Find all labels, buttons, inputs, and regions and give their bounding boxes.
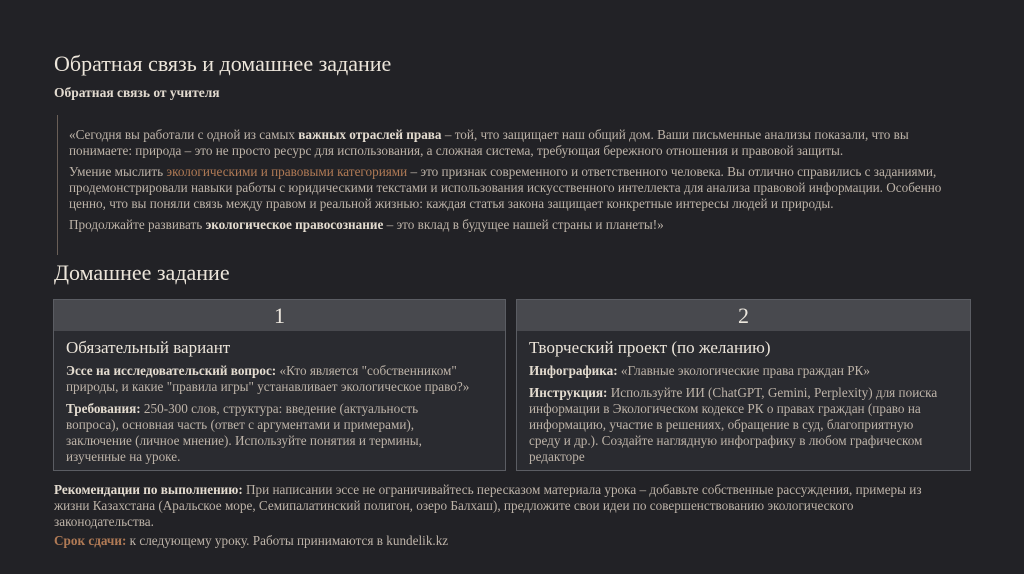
feedback-paragraph-2: Умение мыслить экологическими и правовыми категориями – это признак современного и ответственного человека. Вы отлично справились с заданиями, продемонстрировали навыки работы с юридическими текстами и использования искусственного интеллекта для анализа правовой информации. Особенно ценно, что вы поняли связь между правом и реальной жизнью: каждая статья закона защищает конкретные интересы людей и природы. — [69, 164, 942, 211]
homework-title: Домашнее задание — [54, 260, 230, 285]
card-heading: Творческий проект (по желанию) — [529, 338, 771, 357]
card-heading: Обязательный вариант — [66, 338, 231, 357]
feedback-paragraph-1: «Сегодня вы работали с одной из самых важных отраслей права – той, что защищает наш общий дом. Ваши письменные анализы показали, что вы понимаете: природа – это не просто ресурс для использования, а сложная система, требующая бережного отношения и правовой защиты. — [69, 127, 909, 158]
feedback-paragraph-3: Продолжайте развивать экологическое правосознание – это вклад в будущее нашей страны и планеты!» — [69, 217, 664, 232]
feedback-subtitle: Обратная связь от учителя — [54, 85, 220, 100]
recommendations: Рекомендации по выполнению: При написании эссе не ограничивайтесь пересказом материала урока – добавьте собственные рассуждения, примеры из жизни Казахстана (Аральское море, Семипалатинский полигон, озеро Балхаш), предложите свои идеи по совершенствованию экологического законодательства. — [54, 482, 922, 529]
homework-card-mandatory — [53, 299, 506, 471]
card-number: 2 — [517, 300, 970, 331]
project-instruction: Инструкция: Используйте ИИ (ChatGPT, Gemini, Perplexity) для поиска информации в Экологическом кодексе РК о правах граждан (право на информацию, участие в решениях, обращение в суд, благоприятную среду и др.). Создайте наглядную инфографику в любом графическом редакторе — [529, 385, 938, 464]
page-title: Обратная связь и домашнее задание — [54, 51, 392, 76]
teacher-feedback-quote — [57, 115, 975, 255]
essay-question: Эссе на исследовательский вопрос: «Кто является "собственником" природы, и какие "правила игры" устанавливает экологическое право?» — [66, 363, 470, 394]
homework-card-creative — [516, 299, 971, 471]
infographic-topic: Инфографика: «Главные экологические права граждан РК» — [529, 363, 870, 378]
card-number: 1 — [54, 300, 505, 331]
essay-requirements: Требования: 250-300 слов, структура: введение (актуальность вопроса), основная часть (ответ с аргументами и примерами), заключение (личное мнение). Используйте понятия и термины, изученные на уроке. — [66, 401, 422, 464]
deadline: Срок сдачи: к следующему уроку. Работы принимаются в kundelik.kz — [54, 533, 449, 548]
highlighted-phrase: экологическими и правовыми категориями — [166, 164, 408, 179]
